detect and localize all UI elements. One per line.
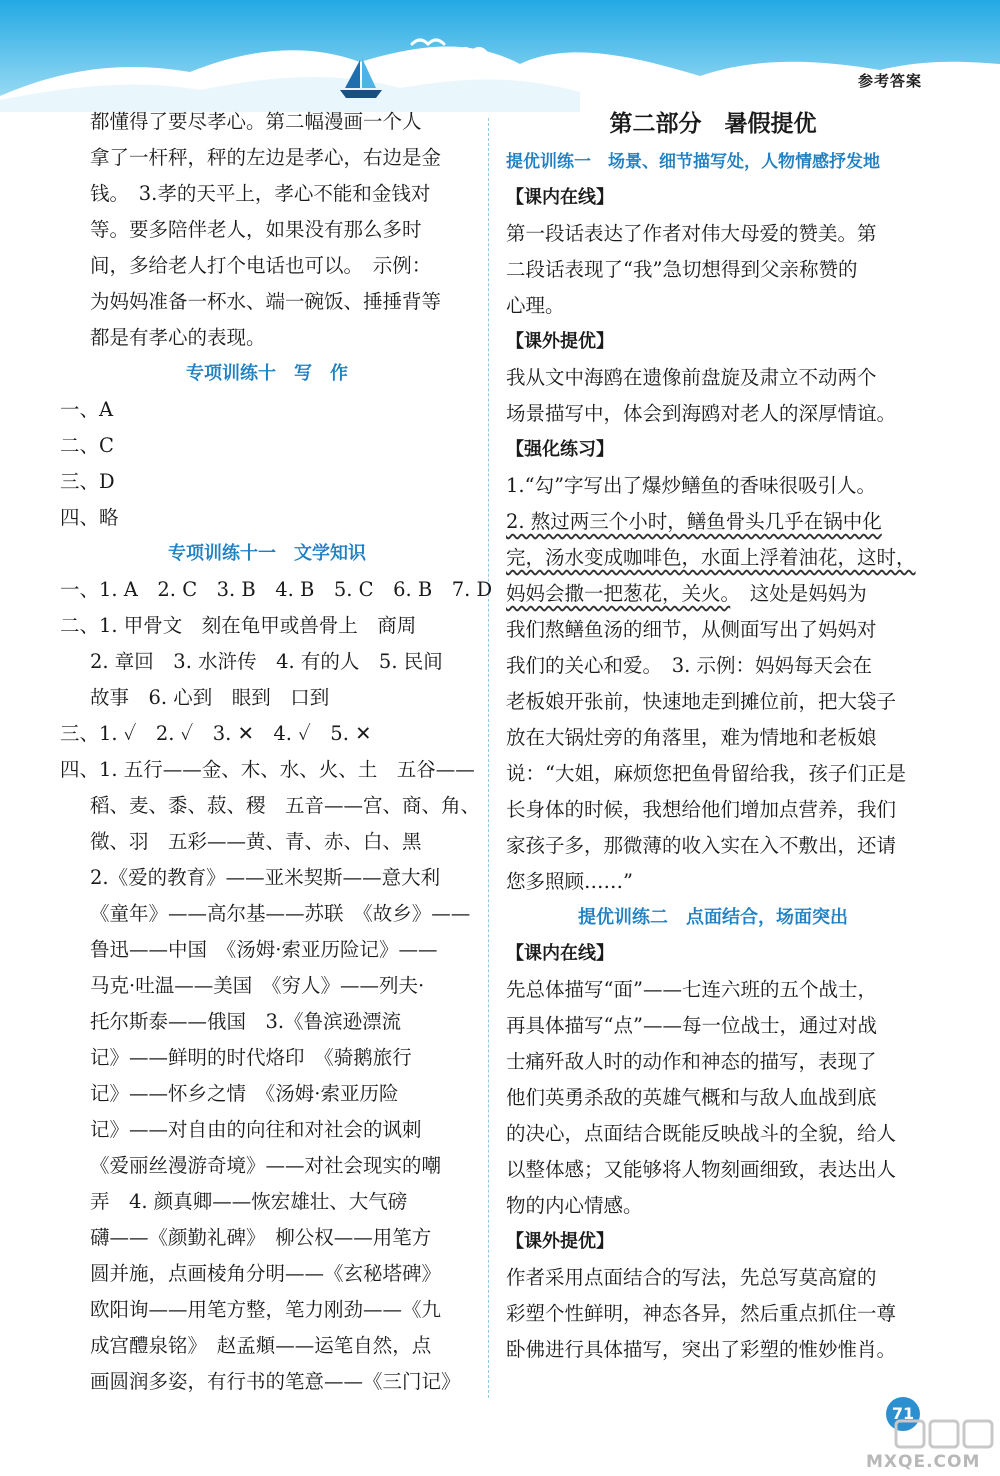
- text-line: [60, 464, 474, 500]
- line-text: 二、C: [60, 434, 114, 457]
- section-heading: [506, 900, 920, 936]
- line-text: 卧佛进行具体描写，突出了彩塑的惟妙惟肖。: [506, 1338, 897, 1361]
- text-line: [506, 1260, 920, 1296]
- line-text: 【课外提优】: [506, 331, 614, 352]
- watermark-text: MXQE.COM: [866, 1452, 981, 1472]
- text-line: [60, 1220, 474, 1256]
- line-text: 场景描写中，体会到海鸥对老人的深厚情谊。: [506, 402, 897, 425]
- line-text: 托尔斯泰——俄国 3.《鲁滨逊漂流: [90, 1010, 402, 1033]
- text-line: [60, 968, 474, 1004]
- text-line: [60, 1076, 474, 1112]
- line-text: 圆并施，点画棱角分明——《玄秘塔碑》: [90, 1262, 442, 1285]
- text-line: [506, 720, 920, 756]
- line-text: 故事 6. 心到 眼到 口到: [90, 686, 330, 709]
- line-text: 拿了一杆秤，秤的左边是孝心，右边是金: [90, 146, 442, 169]
- line-text: 二、1. 甲骨文 刻在龟甲或兽骨上 商周: [60, 614, 417, 637]
- section-label: [506, 324, 920, 360]
- text-line: [506, 396, 920, 432]
- section-label: [506, 1224, 920, 1260]
- left-column: [60, 104, 493, 1400]
- text-line: [60, 1040, 474, 1076]
- answer-key-label: 参考答案: [857, 72, 922, 90]
- line-text: 第一段话表达了作者对伟大母爱的赞美。第: [506, 222, 877, 245]
- line-text: 他们英勇杀敌的英雄气概和与敌人血战到底: [506, 1086, 877, 1109]
- line-text: 第二部分 暑假提优: [609, 111, 817, 137]
- section-label: [506, 432, 920, 468]
- line-text: 心理。: [506, 294, 565, 317]
- text-line: [60, 248, 474, 284]
- text-line: [60, 1004, 474, 1040]
- text-line: [60, 788, 481, 824]
- section-label: [506, 180, 920, 216]
- text-line: [506, 504, 920, 540]
- text-line: [60, 104, 474, 140]
- line-text: 为妈妈准备一杯水、端一碗饭、捶捶背等: [90, 290, 442, 313]
- line-text: 欧阳询——用笔方整，笔力刚劲——《九: [90, 1298, 442, 1321]
- line-text: 马克·吐温——美国 《穷人》——列夫·: [90, 974, 425, 997]
- text-line: [506, 864, 920, 900]
- section-heading: [60, 356, 474, 392]
- line-text: 礴——《颜勤礼碑》 柳公权——用笔方: [90, 1226, 432, 1249]
- line-text: 我从文中海鸥在遗像前盘旋及肃立不动两个: [506, 366, 877, 389]
- line-text: 徵、羽 五彩——黄、青、赤、白、黑: [90, 830, 422, 853]
- text-line: [60, 392, 474, 428]
- line-text: 三、1. ✓ 2. ✓ 3. ✕ 4. ✓ 5. ✕: [60, 722, 372, 745]
- line-text: 提优训练一 场景、细节描写处，人物情感抒发地: [506, 152, 880, 172]
- text-line: [60, 680, 474, 716]
- page-number: 71: [886, 1397, 920, 1431]
- text-line: [506, 288, 920, 324]
- line-text: 稻、麦、黍、菽、稷 五音——宫、商、角、: [90, 794, 481, 817]
- line-text: 2. 熬过两三个小时，鳝鱼骨头几乎在锅中化: [506, 510, 882, 533]
- part-title: [506, 104, 920, 144]
- line-text: 专项训练十 写 作: [186, 363, 348, 384]
- text-line: [60, 824, 474, 860]
- text-line: [60, 1256, 474, 1292]
- text-line: [60, 212, 474, 248]
- line-text: 再具体描写“点”——每一位战士，通过对战: [506, 1014, 877, 1037]
- line-text: 1.“勾”字写出了爆炒鳝鱼的香味很吸引人。: [506, 474, 877, 497]
- line-text: 记》——鲜明的时代烙印 《骑鹅旅行: [90, 1046, 412, 1069]
- line-text: 我们的关心和爱。 3. 示例：妈妈每天会在: [506, 654, 873, 677]
- text-line: [506, 648, 920, 684]
- text-line: [506, 360, 920, 396]
- text-line: [60, 860, 474, 896]
- line-text: 成宫醴泉铭》 赵孟頫——运笔自然，点: [90, 1334, 432, 1357]
- line-text: 完，汤水变成咖啡色，水面上浮着油花，这时，: [506, 546, 916, 569]
- line-text: 物的内心情感。: [506, 1194, 643, 1217]
- line-text: 等。要多陪伴老人，如果没有那么多时: [90, 218, 422, 241]
- line-text: 《爱丽丝漫游奇境》——对社会现实的嘲: [90, 1154, 442, 1177]
- line-text: 2. 章回 3. 水浒传 4. 有的人 5. 民间: [90, 650, 443, 673]
- line-text: 2.《爱的教育》——亚米契斯——意大利: [90, 866, 441, 889]
- line-text: 我们熬鳝鱼汤的细节，从侧面写出了妈妈对: [506, 618, 877, 641]
- text-line: [506, 1332, 920, 1368]
- text-line: [506, 1008, 920, 1044]
- training-heading: [506, 144, 920, 180]
- line-text: 四、略: [60, 506, 119, 529]
- text-line: [506, 972, 920, 1008]
- line-text: 说：“大姐，麻烦您把鱼骨留给我，孩子们正是: [506, 762, 906, 785]
- text-line: [506, 1044, 920, 1080]
- line-text: 士痛歼敌人时的动作和神态的描写，表现了: [506, 1050, 877, 1073]
- line-text-after: 这处是妈妈为: [730, 582, 867, 605]
- line-text: 记》——对自由的向往和对社会的讽刺: [90, 1118, 422, 1141]
- line-text: 都是有孝心的表现。: [90, 326, 266, 349]
- line-text: 作者采用点面结合的写法，先总写莫高窟的: [506, 1266, 877, 1289]
- text-line: [60, 716, 474, 752]
- line-text: 放在大锅灶旁的角落里，难为情地和老板娘: [506, 726, 877, 749]
- line-text: 【强化练习】: [506, 439, 614, 460]
- text-line: [60, 1364, 474, 1400]
- text-line: [60, 1328, 474, 1364]
- text-line: [60, 284, 474, 320]
- right-column: [506, 104, 920, 1368]
- sky-wave-illustration: [0, 0, 1000, 112]
- section-heading: [60, 536, 474, 572]
- text-line: [60, 500, 474, 536]
- line-text: 弄 4. 颜真卿——恢宏雄壮、大气磅: [90, 1190, 408, 1213]
- line-text: 二段话表现了“我”急切想得到父亲称赞的: [506, 258, 858, 281]
- text-line: [60, 1184, 474, 1220]
- text-line: [506, 612, 920, 648]
- line-text: 【课内在线】: [506, 943, 614, 964]
- text-line: [60, 896, 474, 932]
- text-line: [506, 1152, 920, 1188]
- text-line: [60, 608, 474, 644]
- text-line: [506, 1296, 920, 1332]
- line-text: 四、1. 五行——金、木、水、火、土 五谷——: [60, 758, 475, 781]
- text-line: [60, 320, 474, 356]
- column-divider: [488, 118, 489, 1398]
- text-line: [60, 932, 474, 968]
- line-text: 家孩子多，那微薄的收入实在入不敷出，还请: [506, 834, 897, 857]
- text-line: [506, 1188, 920, 1224]
- line-text: 三、D: [60, 470, 115, 493]
- line-text: 《童年》——高尔基——苏联 《故乡》——: [90, 902, 471, 925]
- text-line: [60, 752, 474, 788]
- text-line: [506, 792, 920, 828]
- header-banner: [0, 0, 1000, 112]
- section-label: [506, 936, 920, 972]
- line-text: 【课内在线】: [506, 187, 614, 208]
- text-line: [506, 468, 920, 504]
- text-line: [60, 572, 493, 608]
- line-text: 【课外提优】: [506, 1231, 614, 1252]
- text-line: [60, 644, 474, 680]
- line-text: 提优训练二 点面结合，场面突出: [578, 907, 848, 928]
- line-text: 您多照顾……”: [506, 870, 633, 893]
- text-line: [60, 1292, 474, 1328]
- line-text: 钱。 3.孝的天平上，孝心不能和金钱对: [90, 182, 431, 205]
- text-line: [506, 828, 920, 864]
- line-text: 专项训练十一 文学知识: [168, 543, 366, 564]
- line-text: 鲁迅——中国 《汤姆·索亚历险记》——: [90, 938, 438, 961]
- line-text: 的决心，点面结合既能反映战斗的全貌，给人: [506, 1122, 897, 1145]
- line-text: 老板娘开张前，快速地走到摊位前，把大袋子: [506, 690, 897, 713]
- line-text: 一、1. A 2. C 3. B 4. B 5. C 6. B 7. D: [60, 578, 493, 601]
- line-text: 画圆润多姿，有行书的笔意——《三门记》: [90, 1370, 461, 1393]
- line-text: 都懂得了要尽孝心。第二幅漫画一个人: [90, 110, 422, 133]
- text-line: [506, 684, 920, 720]
- line-text: 妈妈会撒一把葱花，关火。: [506, 582, 731, 605]
- text-line: [506, 1080, 920, 1116]
- text-line: [60, 176, 474, 212]
- text-line: [60, 428, 474, 464]
- text-line: [506, 540, 920, 576]
- text-line: [60, 1112, 474, 1148]
- text-line: [506, 1116, 920, 1152]
- line-text: 以整体感；又能够将人物刻画细致，表达出人: [506, 1158, 897, 1181]
- text-line: [60, 140, 474, 176]
- text-line: [506, 756, 920, 792]
- text-line: [506, 216, 920, 252]
- line-text: 彩塑个性鲜明，神态各异，然后重点抓住一尊: [506, 1302, 897, 1325]
- line-text: 间，多给老人打个电话也可以。 示例：: [90, 254, 432, 277]
- text-line: [506, 576, 920, 612]
- line-text: 一、A: [60, 398, 114, 421]
- line-text: 先总体描写“面”——七连六班的五个战士，: [506, 978, 877, 1001]
- line-text: 记》——怀乡之情 《汤姆·索亚历险: [90, 1082, 399, 1105]
- text-line: [506, 252, 920, 288]
- line-text: 长身体的时候，我想给他们增加点营养，我们: [506, 798, 897, 821]
- text-line: [60, 1148, 474, 1184]
